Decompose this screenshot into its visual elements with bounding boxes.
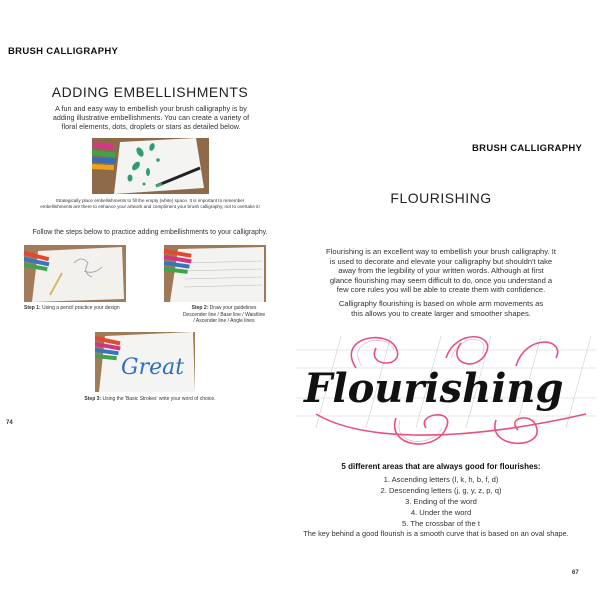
closing-text: The key behind a good flourish is a smooth curve that is based on an oval shape. — [303, 529, 569, 538]
list-item: 5. The crossbar of the t — [402, 519, 480, 528]
embellishment-photo — [92, 138, 209, 194]
right-paragraph-2: Calligraphy flourishing is based on whole arm movements as this allows you to create larger and smoother shapes. — [338, 299, 544, 318]
list-item: 3. Ending of the word — [405, 497, 477, 506]
list-item: 4. Under the word — [410, 508, 472, 517]
flourishing-artwork-illustration — [296, 328, 596, 453]
step2-photo — [164, 245, 266, 302]
steps-intro: Follow the steps below to practice adding embellishments to your calligraphy. — [32, 229, 268, 236]
left-page-header: BRUSH CALLIGRAPHY — [8, 46, 119, 57]
left-page-title: ADDING EMBELLISHMENTS — [51, 84, 249, 100]
step3-word: Great — [121, 355, 185, 380]
flourishing-word: Flourishing — [304, 365, 564, 412]
step2-caption: Step 2: Draw your guidelines Descender line / Base line / Waistline / Ascender line / Angle lines — [182, 305, 266, 324]
step1-photo — [24, 245, 126, 302]
embellishment-caption: Strategically place embellishments to fill the empty (white) space. It is important to remember embellishments are there to enhance your artwork and compliment your brush calligraphy, not to overtake it! — [40, 198, 260, 209]
flourish-list — [282, 474, 600, 529]
flourishing-artwork — [296, 328, 596, 453]
left-page-number: 74 — [6, 420, 13, 426]
step2-photo-illustration — [164, 245, 266, 302]
step3-caption: Step 3: Using the 'Basic Strokes' write your word of choice. — [84, 396, 216, 402]
step3-photo — [95, 332, 195, 392]
step1-photo-illustration — [24, 245, 126, 302]
left-intro: A fun and easy way to embellish your brush calligraphy is by adding illustrative embellishments. You can create a variety of floral elements, dots, droplets or stars as detailed below. — [52, 104, 250, 131]
right-intro: Flourishing is an excellent way to embellish your brush calligraphy. It is used to decorate and elevate your calligraphy but shouldn't take away from the legibility of your written words. Although at first glance flourishing may seem difficult to do, once you understand a few core rules you will be able to create them with confidence. — [326, 247, 556, 295]
embellishment-photo-illustration — [92, 138, 209, 194]
right-page-title: FLOURISHING — [390, 190, 492, 206]
right-page — [282, 0, 600, 600]
right-page-header: BRUSH CALLIGRAPHY — [472, 143, 583, 154]
list-item: 1. Ascending letters (l, k, h, b, f, d) — [383, 475, 499, 484]
step3-photo-illustration — [95, 332, 195, 392]
list-item: 2. Descending letters (j, g, y, z, p, q) — [380, 486, 502, 495]
right-page-number: 67 — [572, 570, 579, 576]
step1-caption: Step 1: Using a pencil practice your design — [24, 305, 120, 311]
list-heading: 5 different areas that are always good for flourishes: — [341, 462, 541, 471]
